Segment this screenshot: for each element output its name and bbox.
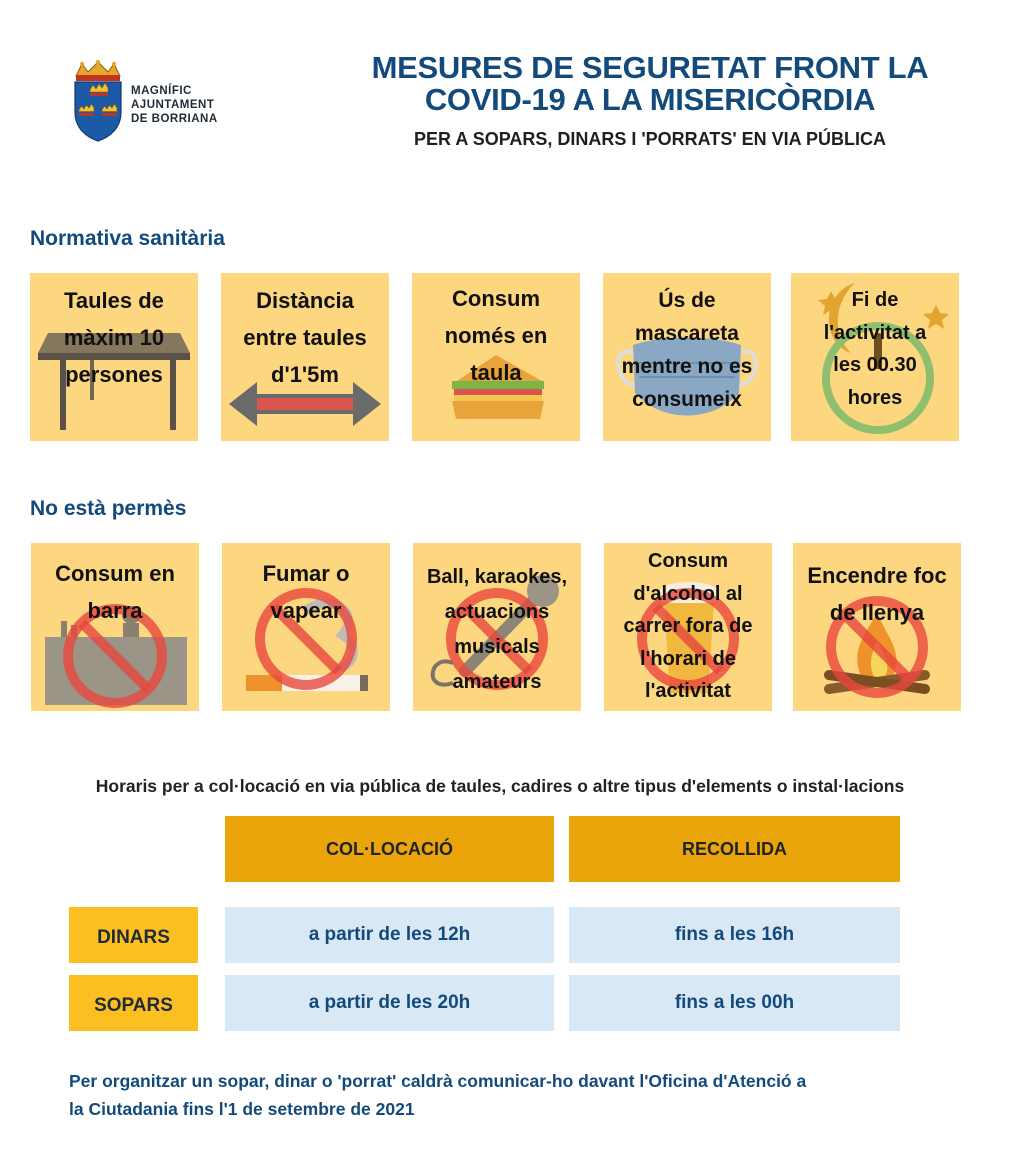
- card-no-alcohol: [604, 543, 772, 711]
- coat-of-arms-icon: [70, 60, 126, 144]
- card-eat-at-table: [412, 273, 580, 441]
- card-no-music: [413, 543, 581, 711]
- logo-line-1: MAGNÍFIC: [131, 85, 192, 97]
- section-heading-no-permes: No està permès: [30, 497, 187, 520]
- cell-dinars-colocacio: a partir de les 12h: [225, 907, 554, 963]
- footer-note: [69, 1067, 949, 1123]
- card-table-limit: [30, 273, 198, 441]
- cell-dinars-recollida: fins a les 16h: [569, 907, 900, 963]
- row-label-sopars: SOPARS: [69, 975, 198, 1031]
- card-no-bar: [31, 543, 199, 711]
- page-subtitle: PER A SOPARS, DINARS I 'PORRATS' EN VIA PÚBLICA: [414, 129, 886, 149]
- title-line-1: MESURES DE SEGURETAT FRONT LA: [371, 50, 929, 85]
- logo-wordmark: [131, 84, 218, 126]
- row-label-dinars: DINARS: [69, 907, 198, 963]
- page-title: [330, 52, 970, 116]
- card-text: Ús de mascareta mentre no es consumeix: [621, 289, 753, 411]
- cell-sopars-colocacio: a partir de les 20h: [225, 975, 554, 1031]
- cell-sopars-recollida: fins a les 00h: [569, 975, 900, 1031]
- card-text: Consum d'alcohol al carrer fora de l'horari de l'activitat: [623, 550, 753, 702]
- card-text: Ball, karaokes, actuacions musicals amateurs: [426, 566, 568, 693]
- card-no-fire: [793, 543, 961, 711]
- card-text: Fumar o vapear: [262, 561, 350, 623]
- card-text: Distància entre taules d'1'5m: [243, 288, 367, 387]
- title-line-2: COVID-19 A LA MISERICÒRDIA: [424, 82, 876, 117]
- card-no-smoking: [222, 543, 390, 711]
- card-text: Fi de l'activitat a les 00.30 hores: [823, 289, 927, 409]
- schedule-heading: Horaris per a col·locació en via pública de taules, cadires o altre tipus d'elements o instal·lacions: [95, 776, 905, 796]
- card-end-time: [791, 273, 959, 441]
- card-text: Consum en barra: [55, 561, 175, 623]
- card-distance: [221, 273, 389, 441]
- column-header-colocacio: COL·LOCACIÓ: [225, 816, 554, 882]
- card-text: Encendre foc de llenya: [807, 563, 947, 625]
- borriana-logo: [70, 60, 240, 145]
- footer-line-2: la Ciutadania fins l'1 de setembre de 2021: [69, 1099, 415, 1119]
- column-header-recollida: RECOLLIDA: [569, 816, 900, 882]
- logo-line-2: AJUNTAMENT: [131, 99, 215, 111]
- card-text: Consum només en taula: [444, 286, 548, 385]
- card-text: Taules de màxim 10 persones: [63, 288, 165, 387]
- logo-line-3: DE BORRIANA: [131, 113, 218, 125]
- card-face-mask: [603, 273, 771, 441]
- section-heading-normativa: Normativa sanitària: [30, 227, 225, 250]
- footer-line-1: Per organitzar un sopar, dinar o 'porrat' caldrà comunicar-ho davant l'Oficina d'Atenció a: [69, 1071, 807, 1091]
